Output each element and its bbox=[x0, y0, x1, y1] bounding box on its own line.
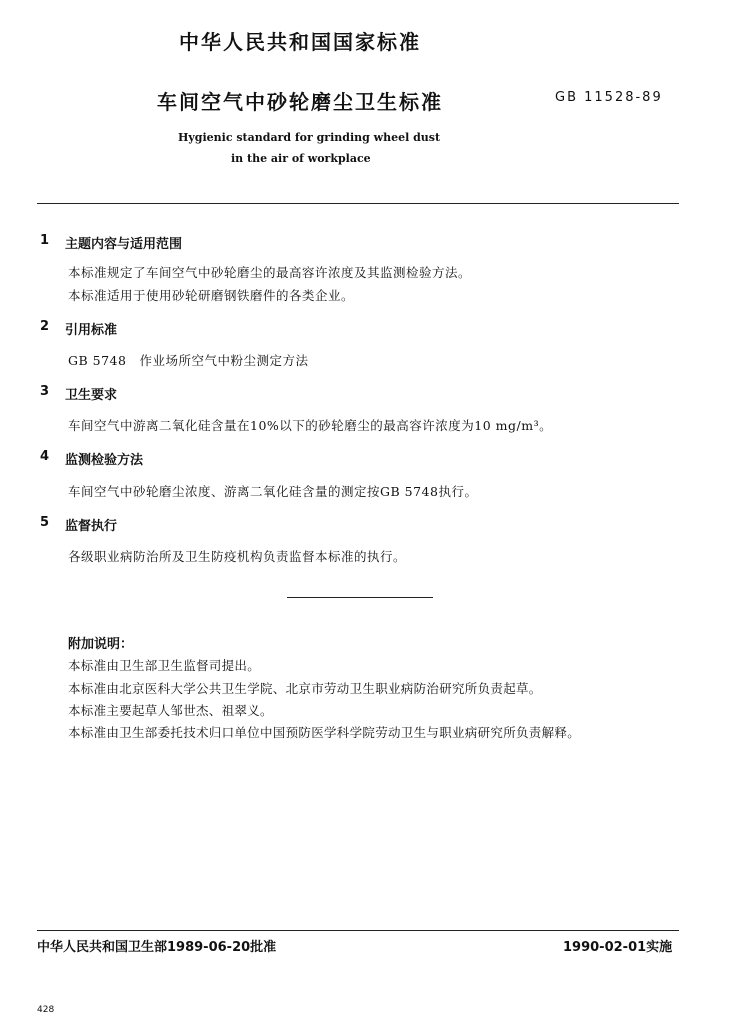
header-divider bbox=[37, 203, 679, 204]
document-title: 车间空气中砂轮磨尘卫生标准 bbox=[157, 90, 443, 114]
content-end-divider bbox=[287, 597, 433, 598]
note-line: 本标准主要起草人邹世杰、祖翠义。 bbox=[68, 703, 273, 718]
section-title: 主题内容与适用范围 bbox=[65, 237, 183, 252]
section-number: 3 bbox=[40, 384, 50, 399]
footer-divider bbox=[37, 930, 679, 931]
section-paragraph: 本标准适用于使用砂轮研磨钢铁磨件的各类企业。 bbox=[68, 288, 355, 303]
section-number: 4 bbox=[40, 449, 50, 464]
section-paragraph: 车间空气中砂轮磨尘浓度、游离二氧化硅含量的测定按GB 5748执行。 bbox=[68, 484, 478, 499]
section-paragraph: GB 5748 作业场所空气中粉尘测定方法 bbox=[68, 353, 309, 368]
section-heading bbox=[40, 449, 340, 467]
english-title-line1: Hygienic standard for grinding wheel dust bbox=[178, 131, 441, 144]
section-paragraph: 车间空气中游离二氧化硅含量在10%以下的砂轮磨尘的最高容许浓度为10 mg/m³。 bbox=[68, 418, 553, 433]
note-line: 本标准由卫生部委托技术归口单位中国预防医学科学院劳动卫生与职业病研究所负责解释。 bbox=[68, 725, 581, 740]
section-title: 卫生要求 bbox=[65, 388, 118, 403]
section-number: 1 bbox=[40, 233, 50, 248]
page-number: 428 bbox=[37, 1005, 55, 1015]
section-paragraph: 本标准规定了车间空气中砂轮磨尘的最高容许浓度及其监测检验方法。 bbox=[68, 265, 472, 280]
english-title-line2: in the air of workplace bbox=[231, 152, 371, 165]
section-title: 监测检验方法 bbox=[65, 453, 144, 468]
section-title: 引用标准 bbox=[65, 323, 118, 338]
section-title: 监督执行 bbox=[65, 519, 118, 534]
standard-code: GB 11528-89 bbox=[555, 90, 663, 105]
note-line: 本标准由北京医科大学公共卫生学院、北京市劳动卫生职业病防治研究所负责起草。 bbox=[68, 681, 542, 696]
notes-heading: 附加说明： bbox=[68, 637, 134, 652]
section-heading bbox=[40, 233, 340, 251]
note-line: 本标准由卫生部卫生监督司提出。 bbox=[68, 658, 261, 673]
approval-date: 中华人民共和国卫生部1989-06-20批准 bbox=[37, 940, 277, 955]
section-heading bbox=[40, 515, 340, 533]
implementation-date: 1990-02-01实施 bbox=[563, 940, 673, 955]
section-heading bbox=[40, 384, 340, 402]
section-heading bbox=[40, 319, 340, 337]
national-standard-title: 中华人民共和国国家标准 bbox=[179, 30, 421, 54]
section-number: 5 bbox=[40, 515, 50, 530]
section-number: 2 bbox=[40, 319, 50, 334]
section-paragraph: 各级职业病防治所及卫生防疫机构负责监督本标准的执行。 bbox=[68, 549, 407, 564]
